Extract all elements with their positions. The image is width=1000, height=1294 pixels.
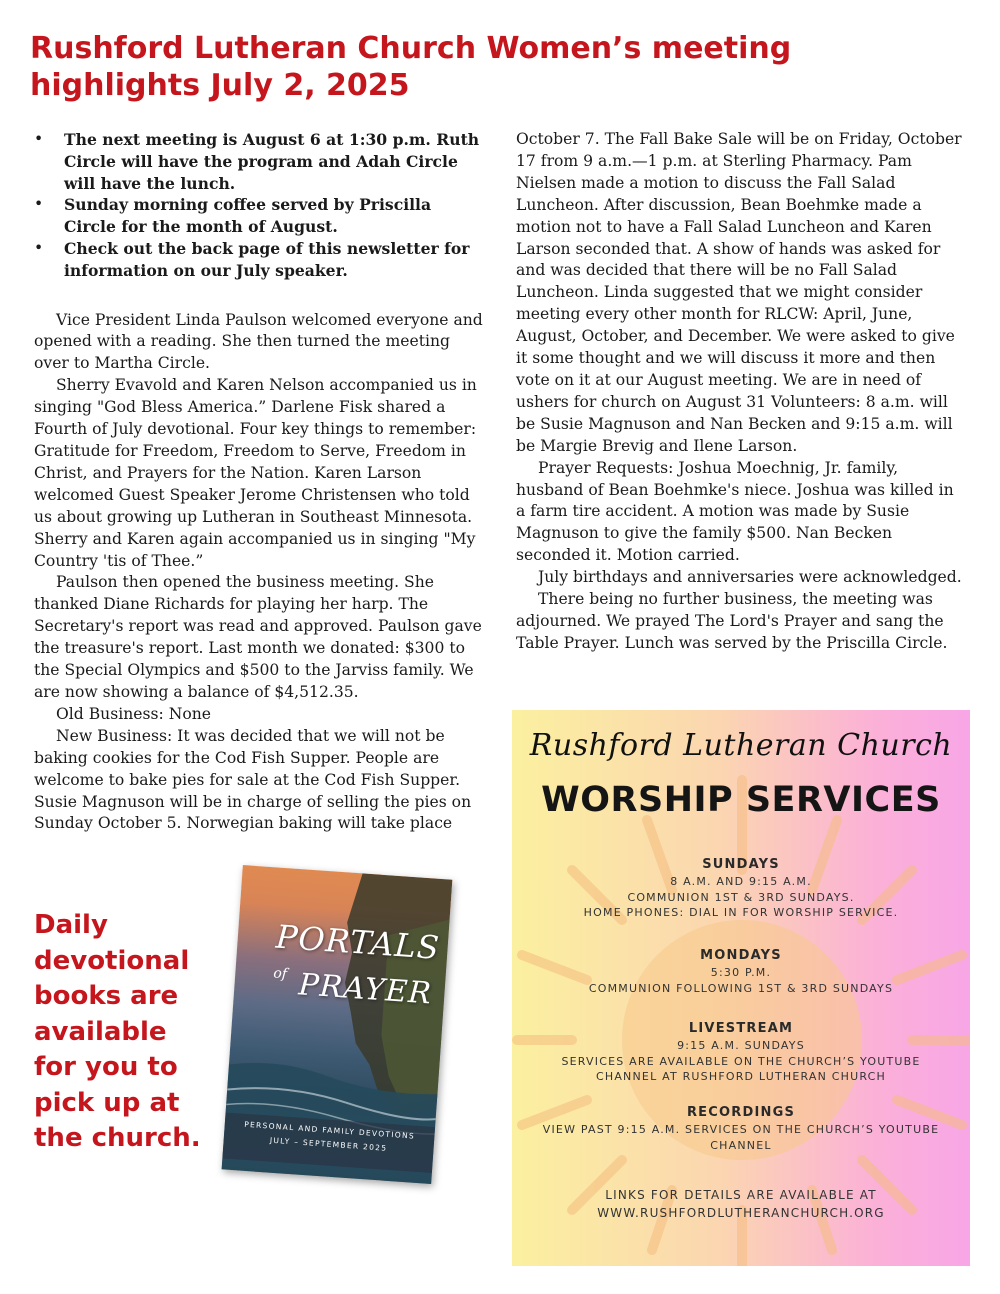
highlight-item: • The next meeting is August 6 at 1:30 p.m. Ruth Circle will have the program and Adah Circle will have the lunch. bbox=[34, 129, 484, 194]
devotional-line: Daily bbox=[34, 910, 108, 940]
highlight-item: • Check out the back page of this newsletter for information on our July speaker. bbox=[34, 238, 484, 282]
book-dates: JULY – SEPTEMBER 2025 bbox=[269, 1135, 388, 1153]
section-line: 8 A.M. AND 9:15 A.M. bbox=[670, 875, 812, 888]
page-title bbox=[30, 30, 930, 104]
section-line: HOME PHONES: DIAL IN FOR WORSHIP SERVICE. bbox=[583, 906, 899, 919]
section-title: RECORDINGS bbox=[686, 1105, 796, 1120]
section-title: SUNDAYS bbox=[702, 857, 780, 872]
devotional-line: books are bbox=[34, 981, 179, 1011]
devotional-line: devotional bbox=[34, 945, 190, 976]
book-title-line-2: PRAYER bbox=[297, 967, 434, 1012]
page-title-line-1: Rushford Lutheran Church Women’s meeting bbox=[30, 31, 792, 66]
devotional-notice bbox=[34, 908, 224, 1157]
section-line: COMMUNION 1ST & 3RD SUNDAYS. bbox=[627, 890, 855, 904]
section-line: CHANNEL AT RUSHFORD LUTHERAN CHURCH bbox=[595, 1070, 886, 1083]
section-line: CHANNEL bbox=[710, 1138, 772, 1152]
devotional-line: the church. bbox=[34, 1123, 201, 1153]
website-link[interactable]: WWW.RUSHFORDLUTHERANCHURCH.ORG bbox=[597, 1206, 885, 1220]
section-line: 9:15 A.M. SUNDAYS bbox=[677, 1039, 805, 1052]
highlight-item: • Sunday morning coffee served by Priscilla Circle for the month of August. bbox=[34, 194, 484, 238]
worship-services-flyer bbox=[512, 710, 970, 1266]
article-paragraph: October 7. The Fall Bake Sale will be on Friday, October 17 from 9 a.m.—1 p.m. at Sterling Pharmacy. Pam Nielsen made a motion to discuss the Fall Salad Luncheon. After discussion, Bean Boehmke made a motion not to have a Fall Salad Luncheon and Karen Larson seconded that. A show of hands was asked for and was decided that there will be no Fall Salad Luncheon. Linda suggested that we might consider meeting every other month for RLCW: April, June, August, October, and December. We were asked to give it some thought and we will discuss it more and then vote on it at our August meeting. We are in need of ushers for church on August 31 Volunteers: 8 a.m. will be Susie Magnuson and Nan Becken and 9:15 a.m. will be Margie Brevig and Ilene Larson. bbox=[516, 130, 962, 455]
book-title-line-1: PORTALS bbox=[274, 917, 442, 967]
links-section bbox=[512, 1186, 970, 1222]
section-line: COMMUNION FOLLOWING 1ST & 3RD SUNDAYS bbox=[588, 981, 894, 995]
section-line: SERVICES ARE AVAILABLE ON THE CHURCH’S YOUTUBE bbox=[561, 1054, 921, 1068]
article-paragraph: Sherry Evavold and Karen Nelson accompanied us in singing "God Bless America.” Darlene Fisk shared a Fourth of July devotional. Four key things to remember: Gratitude for Freedom, Freedom to Serve, Freedom in Christ, and Prayers for the Nation. Karen Larson welcomed Guest Speaker Jerome Christensen who told us about growing up Lutheran in Southeast Minnesota. Sherry and Karen again accompanied us in singing "My Country 'tis of Thee.” bbox=[34, 376, 477, 570]
article-paragraph: Prayer Requests: Joshua Moechnig, Jr. family, husband of Bean Boehmke's niece. Joshua was killed in a farm tire accident. A motion was made by Susie Magnuson to give the family $500. Nan Becken seconded it. Motion carried. bbox=[516, 458, 954, 565]
article-paragraph: Paulson then opened the business meeting. She thanked Diane Richards for playing her harp. The Secretary's report was read and approved. Paulson gave the treasure's report. Last month we donated: $300 to the Special Olympics and $500 to the Jarviss family. We are now showing a balance of $4,512.35. bbox=[34, 573, 482, 701]
section-title: MONDAYS bbox=[700, 948, 782, 963]
devotional-line: for you to bbox=[34, 1052, 178, 1082]
article-paragraph: Old Business: None bbox=[56, 704, 211, 723]
book-subtitle: PERSONAL AND FAMILY DEVOTIONS bbox=[243, 1119, 416, 1141]
flyer-church-name: Rushford Lutheran Church bbox=[529, 728, 953, 763]
sundays-section bbox=[512, 855, 970, 921]
section-line: VIEW PAST 9:15 A.M. SERVICES ON THE CHURCH’S YOUTUBE bbox=[542, 1123, 940, 1136]
book-cover-image bbox=[222, 865, 453, 1184]
recordings-section bbox=[512, 1103, 970, 1153]
flyer-heading: WORSHIP SERVICES bbox=[541, 780, 941, 820]
article-paragraph: New Business: It was decided that we will not be baking cookies for the Cod Fish Supper. People are welcome to bake pies for sale at the Cod Fish Supper. Susie Magnuson will be in charge of selling the pies on Sunday October 5. Norwegian baking will take place bbox=[34, 726, 472, 833]
book-title-of: of bbox=[272, 965, 288, 983]
highlights-list bbox=[34, 129, 484, 282]
article-paragraph: There being no further business, the meeting was adjourned. We prayed The Lord's Prayer and sang the Table Prayer. Lunch was served by the Priscilla Circle. bbox=[516, 590, 948, 652]
article-column-left bbox=[34, 129, 484, 835]
article-paragraph: July birthdays and anniversaries were acknowledged. bbox=[538, 568, 962, 587]
mondays-section bbox=[512, 946, 970, 996]
devotional-line: available bbox=[34, 1016, 167, 1047]
links-line: LINKS FOR DETAILS ARE AVAILABLE AT bbox=[605, 1188, 877, 1202]
devotional-line: pick up at bbox=[34, 1087, 180, 1118]
section-line: 5:30 P.M. bbox=[710, 966, 772, 979]
page-title-line-2: highlights July 2, 2025 bbox=[30, 68, 410, 103]
article-paragraph: Vice President Linda Paulson welcomed everyone and opened with a reading. She then turned the meeting over to Martha Circle. bbox=[34, 310, 483, 373]
article-column-right bbox=[516, 129, 966, 655]
section-title: LIVESTREAM bbox=[688, 1021, 794, 1036]
livestream-section bbox=[512, 1019, 970, 1085]
